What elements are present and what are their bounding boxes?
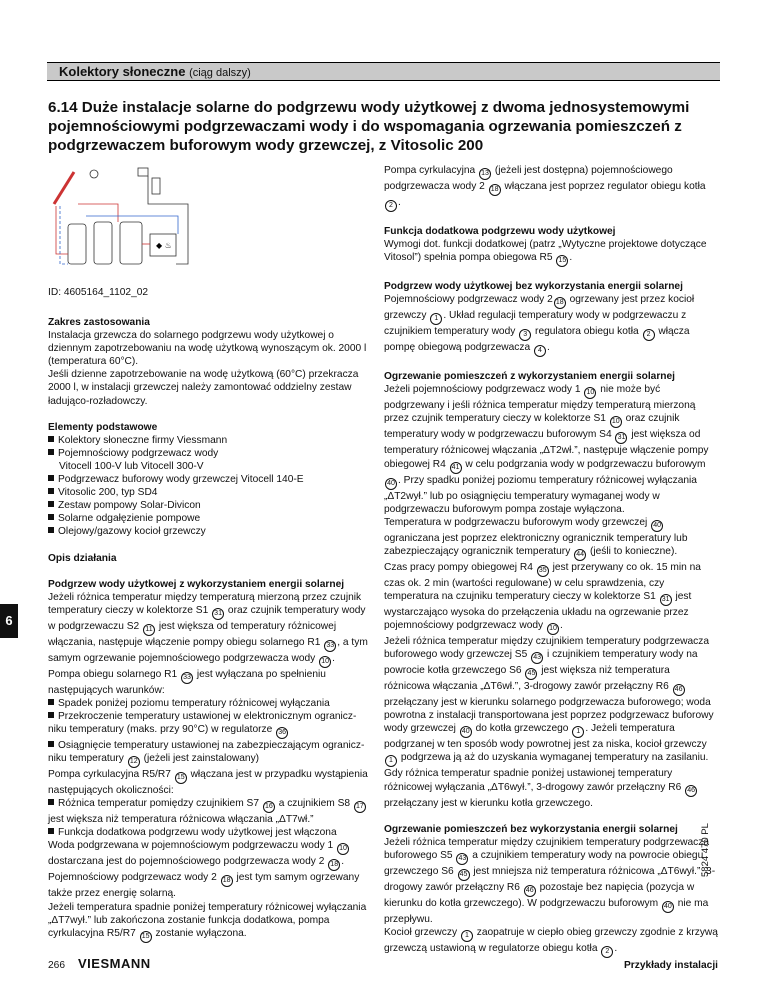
system-diagram: [48, 164, 198, 284]
list-item: Różnica temperatur pomiędzy czujnikiem S7 16 a czujnikiem S8 17 jest większa niż temperatura różnicowa włączania „ΔT7wł.”: [48, 797, 370, 826]
zakres-text-1: Instalacja grzewcza do solarnego podgrzewu wody użytkowej o dziennym zapotrzebowaniu na wodę użytkową wynoszącym ok. 2000 l (temperatura 60°C).: [48, 330, 367, 368]
list-item: Vitosolic 200, typ SD4: [48, 486, 370, 499]
paragraph: Jeżeli różnica temperatur między czujnikiem temperatury podgrzewacza buforowego S5 43 a czujnikiem temperatury wody na powrocie obiegu grzewczego S6 45 jest mniejsza niż temperatura różnicowa „ΔT6wył.”, 3-drogowy zawór przełączny R6 46 pozostaje bez napięcia (pozycja w kierunku do kotła grzewczego). W podgrzewaczu buforowym 40 nie ma przepływu.: [384, 836, 716, 925]
page-number: 266: [48, 960, 65, 971]
paragraph: Pompa obiegu solarnego R1 33 jest wyłączana po spełnieniu następujących warunków:: [48, 668, 326, 696]
page-title: 6.14 Duże instalacje solarne do podgrzewu wody użytkowej z dwoma jednosystemowymi pojemnościowymi podgrzewaczami wody i do wspomagania ogrzewania pomieszczeń z podgrzewaczem buforowym wody grzewczej, z Vitosolic 200: [48, 99, 690, 154]
heading-podgrzew-bez: Podgrzew wody użytkowej bez wykorzystania energii solarnej: [384, 281, 683, 293]
svg-text:◆ ♨: ◆ ♨: [156, 241, 172, 250]
paragraph: Jeżeli pojemnościowy podgrzewacz wody 1 10 nie może być podgrzewany i jeśli różnica temperatur między temperaturą mierzoną przez czujnik temperatury cieczy w kolektorze S1 10 oraz czujnik temperatury wody w podgrzewaczu buforowym S4 31 jest większa od temperatury różnicowej włączania „ΔT2wł.”, następuje włączenie pompy obiegowej R4 41 w celu podgrzania wody w podgrzewaczu buforowym 40 . Przy spadku poniżej poziomu temperatury różnicowej wyłączania „ΔT2wył.” lub po osiągnięciu temperatury wymaganej wody w podgrzewaczu buforowym pompa zostaje wyłączona.: [384, 384, 709, 515]
chapter-tab: 6: [0, 604, 18, 638]
paragraph: Kocioł grzewczy 1 zaopatruje w ciepło obieg grzewczy zgodnie z krzywą grzewczą ustawioną w regulatorze obiegu kotła 2 .: [384, 926, 718, 958]
paragraph: Pojemnościowy podgrzewacz wody 2 18 ogrzewany jest przez kocioł grzewczy 1 . Układ regulacji temperatury wody w podgrzewaczu z czujnikiem temperatury wody 3 regulatora obiegu kotła 2 włącza pompę obiegową podgrzewacza 4 .: [384, 293, 718, 357]
paragraph: Jeżeli różnica temperatur między temperaturą mierzoną przez czujnik temperatury cieczy w kolektorze S1 31 oraz czujnik temperatury wody w podgrzewaczu S2 11 jest większa od temperatury różnicowej włączania, następuje włączenie pompy obiegu solarnego R1 33 , a tym samym ogrzewanie pojemnościowego podgrzewacza wody 10 .: [48, 591, 370, 668]
list-item: Funkcja dodatkowa podgrzewu wody użytkowej jest włączona: [48, 826, 370, 839]
list-item: Przekroczenie temperatury ustawionej w elektronicznym ograniczniku temperatury (maks. przy 90°C) w regulatorze 36: [48, 710, 370, 739]
heading-elementy: Elementy podstawowe: [48, 421, 158, 433]
header-title: Kolektory słoneczne: [59, 64, 186, 79]
paragraph: Jeżeli temperatura spadnie poniżej temperatury różnicowej wyłączania „ΔT7wył.” lub zakończona zostanie funkcja dodatkowa, pompa cyrkulacyjna R5/R7 15 zostanie wyłączona.: [48, 901, 370, 943]
list-item: Podgrzewacz buforowy wody grzewczej Vitocell 140-E: [48, 473, 370, 486]
header-subtitle: (ciąg dalszy): [189, 67, 251, 79]
heading-ogrzewanie-solar: Ogrzewanie pomieszczeń z wykorzystaniem energii solarnej: [384, 371, 676, 383]
document-code: 5824 470 PL: [700, 823, 711, 877]
list-item: Spadek poniżej poziomu temperatury różnicowej wyłączania: [48, 697, 370, 710]
list-item: Zestaw pompowy Solar-Divicon: [48, 499, 370, 512]
list-item: Osiągnięcie temperatury ustawionej na zabezpieczającym ograniczniku temperatury 12 (jeżeli jest zainstalowany): [48, 739, 370, 768]
paragraph: Pompa cyrkulacyjna 13 (jeżeli jest dostępna) pojemnościowego podgrzewacza wody 2 18 włączana jest poprzez regulator obiegu kotła 2 .: [384, 164, 718, 212]
paragraph: Woda podgrzewana w pojemnościowym podgrzewaczu wody 1 10 dostarczana jest do pojemnościowego podgrzewacza wody 2 18 .: [48, 839, 370, 871]
paragraph: Pompa cyrkulacyjna R5/R7 15 włączana jest w przypadku wystąpienia następujących okoliczności:: [48, 769, 368, 797]
heading-ogrzewanie-bez: Ogrzewanie pomieszczeń bez wykorzystania energii solarnej: [384, 823, 678, 835]
paragraph: Czas pracy pompy obiegowej R4 35 jest przerywany co ok. 15 min na czas ok. 2 min (wartości regulowane) w celu sprawdzenia, czy temperatura na czujniku temperatury cieczy w kolektorze S1 31 jest wystarczająco wysoka do przełączenia układu na ogrzewanie przez pojemnościowy podgrzewacz wody 10 .: [384, 561, 718, 635]
list-item: Vitocell 100-V lub Vitocell 300-V: [59, 460, 204, 472]
section-header: [47, 62, 720, 81]
zakres-text-2: Jeśli dzienne zapotrzebowanie na wodę użytkową (60°C) przekracza 2000 l, w instalacji grzewczej należy zamontować oddzielny zestaw ładująco-rozładowczy.: [48, 369, 359, 407]
heading-zakres: Zakres zastosowania: [48, 317, 150, 328]
footer-section-name: Przykłady instalacji: [623, 960, 718, 971]
paragraph: Temperatura w podgrzewaczu buforowym wody grzewczej 40 ograniczana jest poprzez elektroniczny ogranicznik temperatury lub zabezpieczający ogranicznik temperatury 44 (jeśli to konieczne).: [384, 516, 718, 561]
collector-icon: [54, 172, 74, 204]
left-column: [48, 316, 370, 943]
list-item: Olejowy/gazowy kocioł grzewczy: [48, 525, 370, 538]
viessmann-logo: VIESMANN: [78, 956, 151, 971]
list-item: Solarne odgałęzienie pompowe: [48, 512, 370, 525]
heading-funkcja: Funkcja dodatkowa podgrzewu wody użytkowej: [384, 226, 616, 237]
heading-opis: Opis działania: [48, 552, 117, 564]
paragraph: Wymogi dot. funkcji dodatkowej (patrz „Wytyczne projektowe dotyczące Vitosol”) spełnia pompa obiegowa R5 15 .: [384, 238, 718, 267]
list-item: Kolektory słoneczne firmy Viessmann: [48, 434, 370, 447]
heading-podgrzew-solar: Podgrzew wody użytkowej z wykorzystaniem energii solarnej: [48, 578, 345, 590]
sun-icon: [90, 170, 98, 178]
list-item: Pojemnościowy podgrzewacz wody: [48, 447, 370, 460]
diagram-id: ID: 4605164_1102_02: [48, 287, 149, 298]
paragraph: Jeżeli różnica temperatur między czujnikiem temperatury podgrzewacza buforowego wody grzewczej S5 43 i czujnikiem temperatury wody na powrocie kotła grzewczego S6 45 jest większa niż temperatura różnicowa włączania „ΔT6wł.”, 3-drogowy zawór przełączny R6 46 przełączany jest w kierunku solarnego podgrzewacza buforowego; woda powrotna z instalacji transportowana jest poprzez podgrzewacz buforowy wody grzewczej 40 do kotła grzewczego 1 . Jeżeli temperatura podgrzanej w ten sposób wody powrotnej jest za niska, kocioł grzewczy 1 podgrzewa ją aż do uzyskania wymaganej temperatury na zasilaniu. Gdy różnica temperatur spadnie poniżej ustawionej temperatury różnicowej wyłączania „ΔT6wył.”, 3-drogowy zawór przełączny R6 46 przełączany jest w kierunku kotła grzewczego.: [384, 636, 714, 809]
right-column: [384, 164, 718, 958]
paragraph: Pojemnościowy podgrzewacz wody 2 18 jest tym samym ogrzewany także przez energię solarną.: [48, 872, 360, 900]
